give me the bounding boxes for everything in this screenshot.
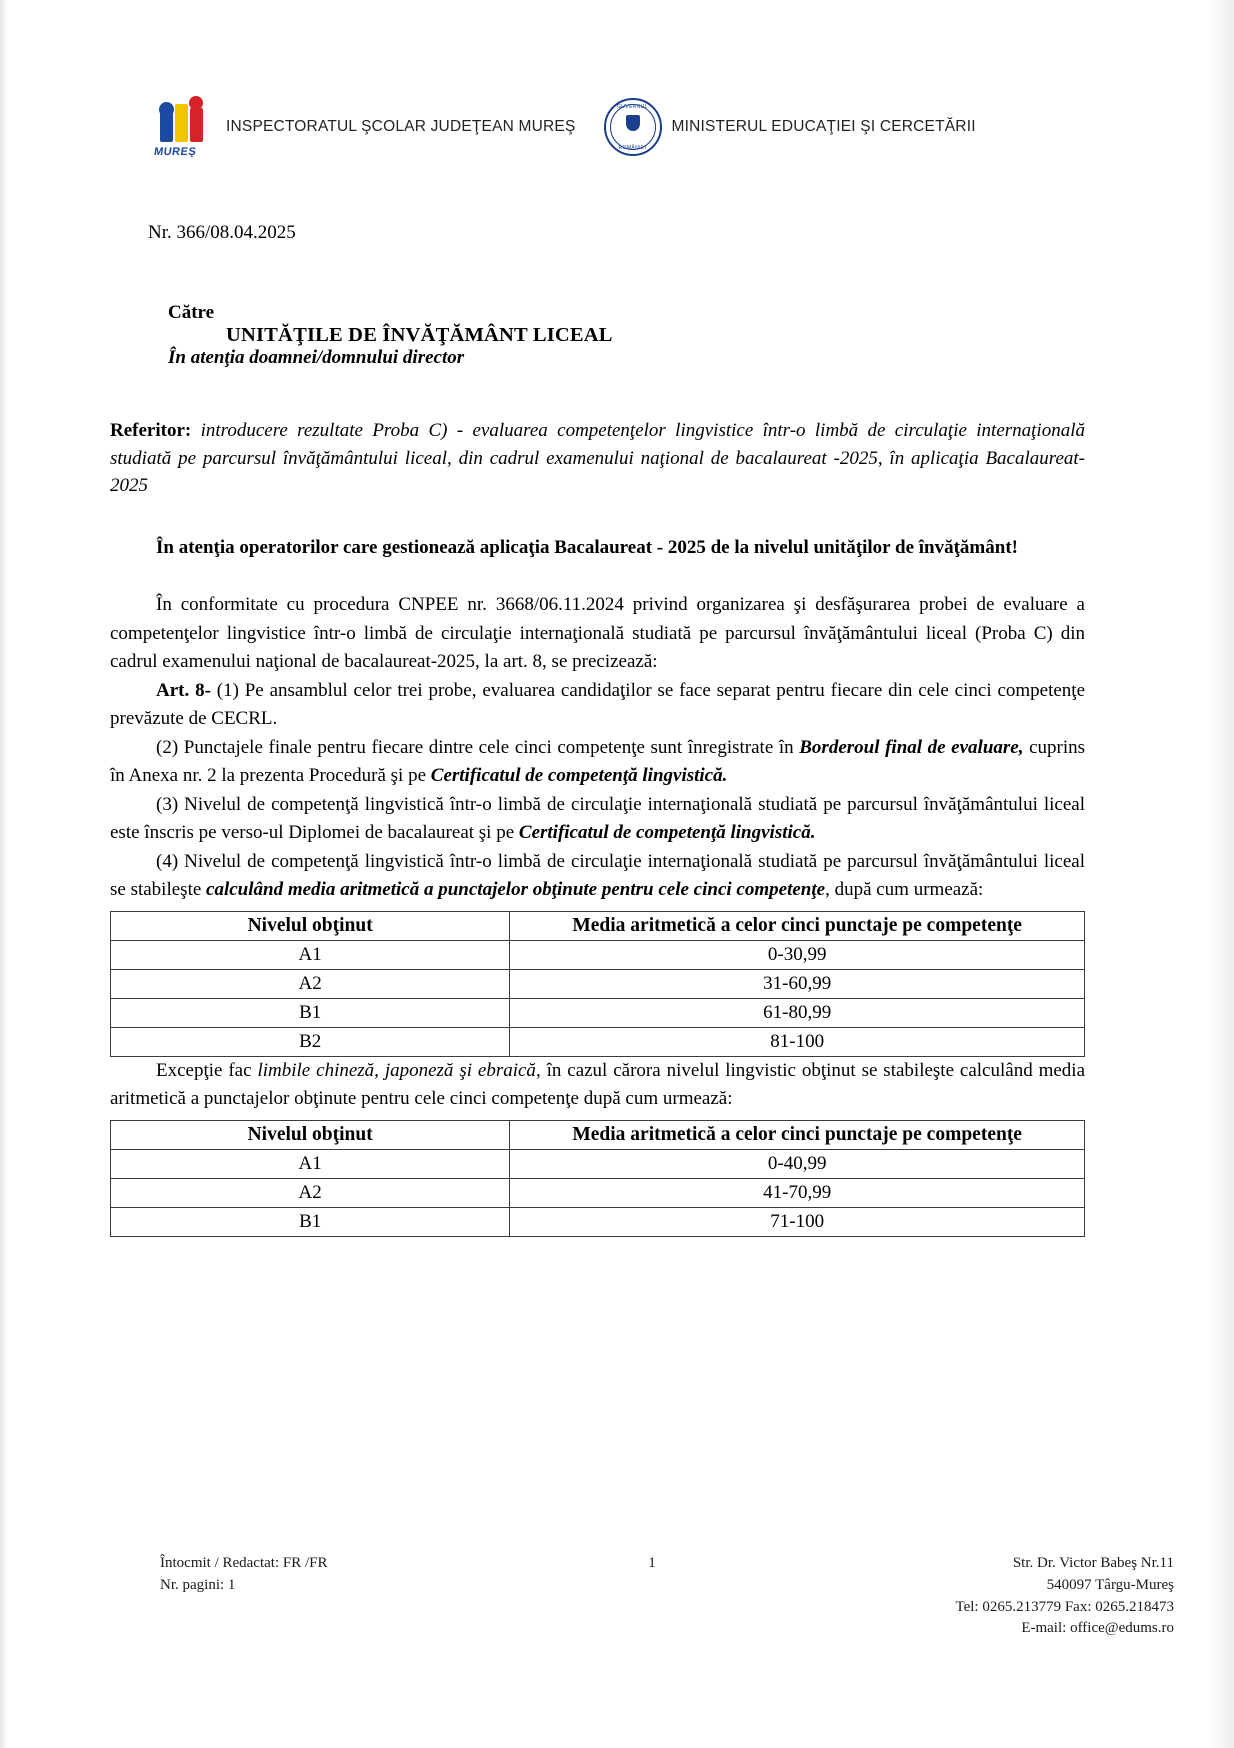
exception-emphasis: limbile chineză, japoneză şi ebraică: [257, 1059, 536, 1081]
logo-mures-word: MUREŞ: [153, 146, 198, 158]
table-header-row: [111, 1120, 1085, 1149]
intro-paragraph: [110, 591, 1085, 677]
cell-range: 71-100: [510, 1207, 1085, 1236]
to-attention: În atenţia doamnei/domnului director: [168, 347, 465, 368]
seal-top-text: GUVERNUL: [617, 104, 648, 110]
subject-block: [110, 417, 1085, 500]
article8-paragraph-4-part-a: (4) Nivelul de competenţă lingvistică într-o limbă de circulaţie internaţională studiată pe parcursul învăţământului liceal se stabileşte: [110, 850, 1085, 901]
scan-edge-left: [0, 0, 8, 1748]
table-header-average: Media aritmetică a celor cinci punctaje pe competenţe: [510, 1120, 1085, 1149]
intro-paragraph-text: În conformitate cu procedura CNPEE nr. 3668/06.11.2024 privind organizarea şi desfăşurarea probei de evaluare a competenţelor lingvistice într-o limbă de circulaţie internaţională studiată pe parcursul învăţământului liceal (Proba C) din cadrul examenului naţional de bacalaureat-2025, la art. 8, se precizează:: [110, 594, 1085, 673]
attention-operators-text: În atenţia operatorilor care gestionează aplicaţia Bacalaureat - 2025 de la nivelul unităţilor de învăţământ!: [156, 536, 1018, 558]
cell-range: 0-40,99: [510, 1149, 1085, 1178]
article8-paragraph-2: [110, 734, 1085, 791]
footer-pages: Nr. pagini: 1: [160, 1576, 236, 1593]
footer-address-line1: Str. Dr. Victor Babeş Nr.11: [1012, 1555, 1174, 1571]
cell-range: 0-30,99: [510, 940, 1085, 969]
article8-paragraph-1-text: (1) Pe ansamblul celor trei probe, evaluarea candidaţilor se face separat pentru fiecare din cele cinci competenţe prevăzute de CECRL.: [110, 679, 1086, 730]
table-row: [111, 1178, 1085, 1207]
ministry-title: MINISTERUL EDUCAŢIEI ŞI CERCETĂRII: [671, 118, 976, 135]
table-header-level: Nivelul obţinut: [111, 911, 510, 940]
article8-label: Art. 8-: [156, 679, 211, 701]
table-row: [111, 998, 1085, 1027]
article8-paragraph-4: [110, 848, 1085, 905]
cell-level: B2: [111, 1027, 510, 1056]
to-label: Către: [168, 302, 215, 323]
document-number: Nr. 366/08.04.2025: [148, 222, 296, 243]
exception-part-a: Excepţie fac: [156, 1059, 252, 1081]
cell-level: B1: [111, 1207, 510, 1236]
levels-table-exception: [110, 1120, 1085, 1237]
table-header-average: Media aritmetică a celor cinci punctaje pe competenţe: [510, 911, 1085, 940]
footer-address-line2: 540097 Târgu-Mureş: [1046, 1576, 1174, 1593]
article8-paragraph-3-emphasis: Certificatul de competenţă lingvistică.: [518, 822, 816, 844]
table-row: [111, 1207, 1085, 1236]
cell-range: 81-100: [510, 1027, 1085, 1056]
footer-left: [160, 1553, 460, 1597]
table-row: [111, 1149, 1085, 1178]
document-content: [110, 96, 1085, 1237]
isj-title: INSPECTORATUL ŞCOLAR JUDEŢEAN MUREŞ: [226, 118, 576, 135]
table-header-level: Nivelul obţinut: [111, 1120, 510, 1149]
addressee-block: [168, 302, 1085, 369]
logo-bar-blue-icon: [160, 112, 173, 142]
table-row: [111, 1027, 1085, 1056]
article8-paragraph-3: [110, 791, 1085, 848]
footer-prepared-by: Întocmit / Redactat: FR /FR: [160, 1555, 328, 1571]
cell-level: A1: [111, 1149, 510, 1178]
cell-range: 31-60,99: [510, 969, 1085, 998]
seal-bottom-text: ROMÂNIEI: [618, 145, 647, 151]
article8-paragraph-1: [110, 677, 1085, 734]
footer-address: [844, 1553, 1174, 1640]
seal-shield-icon: [626, 115, 640, 131]
footer-address-line3: Tel: 0265.213779 Fax: 0265.218473: [955, 1598, 1174, 1615]
cell-level: A2: [111, 1178, 510, 1207]
page-footer: [110, 1553, 1174, 1640]
subject-text: introducere rezultate Proba C) - evaluarea competenţelor lingvistice într-o limbă de circulaţie internaţională studiată pe parcursul învăţământului liceal, din cadrul examenului naţional de bacalaureat -2025, în aplicaţia Bacalaureat-2025: [110, 420, 1085, 497]
government-seal-icon: [604, 98, 662, 156]
table-header-row: [111, 911, 1085, 940]
article8-paragraph-4-emphasis: calculând media aritmetică a punctajelor obţinute pentru cele cinci competenţe: [206, 879, 826, 901]
exception-paragraph: [110, 1057, 1085, 1114]
article8-paragraph-3-part-a: (3) Nivelul de competenţă lingvistică într-o limbă de circulaţie internaţională studiată pe parcursul învăţământului liceal este înscris pe verso-ul Diplomei de bacalaureat şi pe: [110, 793, 1085, 844]
subject-label: Referitor:: [110, 420, 192, 441]
cell-level: A2: [111, 969, 510, 998]
levels-table-main: [110, 911, 1085, 1057]
footer-page-number: 1: [648, 1555, 656, 1571]
cell-level: B1: [111, 998, 510, 1027]
cell-range: 61-80,99: [510, 998, 1085, 1027]
logo-bar-yellow-icon: [175, 104, 188, 142]
attention-operators: [110, 534, 1085, 562]
logo-bar-red-icon: [190, 108, 203, 142]
footer-address-line4: E-mail: office@edums.ro: [1021, 1620, 1174, 1637]
article8-paragraph-2-emphasis-2: Certificatul de competenţă lingvistică.: [430, 765, 728, 787]
cell-level: A1: [111, 940, 510, 969]
article8-paragraph-2-part-a: (2) Punctajele finale pentru fiecare dintre cele cinci competenţe sunt înregistrate în: [156, 736, 794, 758]
exception-part-b: , în cazul cărora nivelul lingvistic obţinut se stabileşte calculând media aritmetică a punctajelor obţinute pentru cele cinci competenţe după cum urmează:: [110, 1059, 1086, 1110]
article8-paragraph-2-part-b: cuprins în Anexa nr. 2 la prezenta Procedură şi pe: [110, 736, 1086, 787]
article8-paragraph-2-emphasis-1: Borderoul final de evaluare,: [799, 736, 1024, 758]
table-row: [111, 969, 1085, 998]
to-target: UNITĂŢILE DE ÎNVĂŢĂMÂNT LICEAL: [226, 324, 613, 346]
letterhead: [148, 96, 1085, 158]
article8-paragraph-4-part-b: , după cum urmează:: [825, 879, 984, 901]
isj-mures-logo-icon: [148, 96, 226, 158]
scan-edge-right: [1208, 0, 1234, 1748]
table-row: [111, 940, 1085, 969]
cell-range: 41-70,99: [510, 1178, 1085, 1207]
